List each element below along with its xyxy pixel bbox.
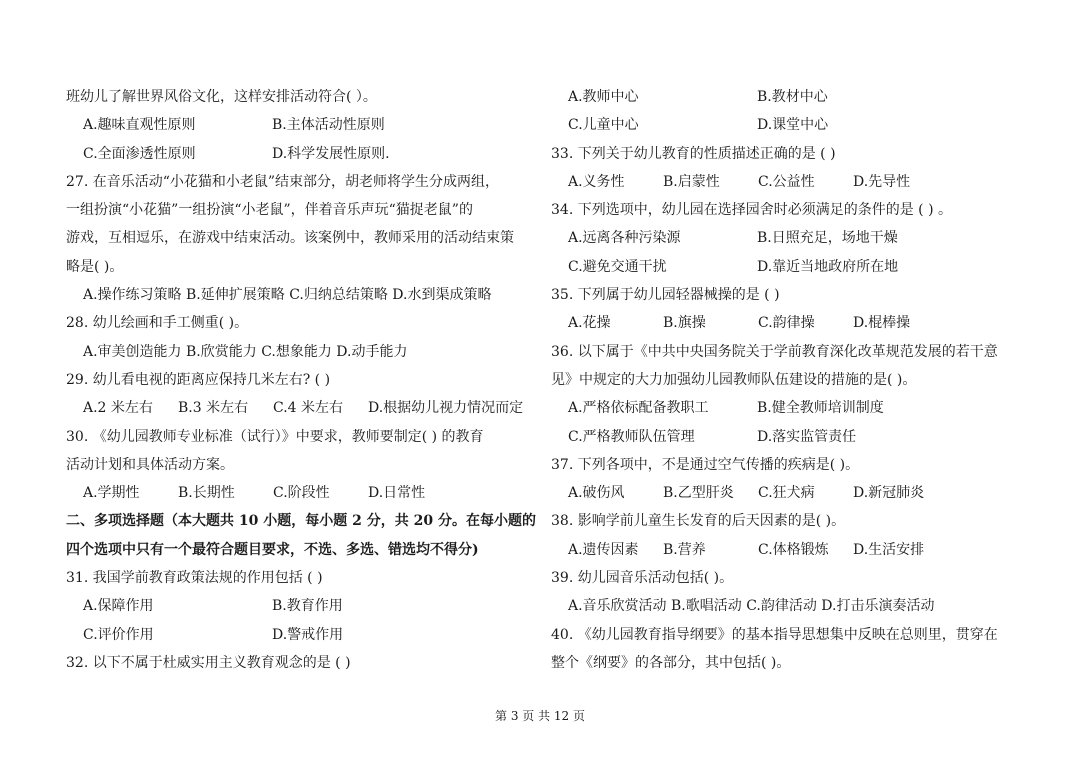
option-row bbox=[66, 394, 536, 422]
option-row bbox=[66, 592, 536, 620]
option-row bbox=[551, 423, 1021, 451]
question-line: 30. 《幼儿园教师专业标准（试行）》中要求，教师要制定( ) 的教育 bbox=[66, 428, 484, 445]
question-line: 略是( )。 bbox=[66, 258, 124, 275]
question-line: 27. 在音乐活动“小花猫和小老鼠”结束部分，胡老师将学生分成两组， bbox=[66, 173, 500, 190]
answer-option: B.教育作用 bbox=[272, 598, 343, 615]
answer-option: A.趣味直观性原则 bbox=[83, 117, 196, 134]
answer-option: B.旗操 bbox=[663, 315, 706, 332]
option-row bbox=[66, 621, 536, 649]
answer-option: D.先导性 bbox=[853, 173, 911, 190]
answer-option: B.启蒙性 bbox=[663, 173, 720, 190]
answer-option: B.乙型肝炎 bbox=[663, 485, 734, 502]
option-row bbox=[551, 83, 1021, 111]
answer-option: A.2 米左右 bbox=[83, 400, 153, 417]
option-row bbox=[66, 479, 536, 507]
answer-option: C.严格教师队伍管理 bbox=[568, 428, 695, 445]
answer-option: C.评价作用 bbox=[83, 626, 154, 643]
question-line: 35. 下列属于幼儿园轻器械操的是 ( ) bbox=[551, 287, 780, 304]
answer-option: D.警戒作用 bbox=[272, 626, 344, 643]
section-heading-line: 四个选项中只有一个最符合题目要求，不选、多选、错选均不得分) bbox=[66, 541, 479, 558]
answer-option: A.遗传因素 bbox=[568, 541, 639, 558]
question-line: 28. 幼儿绘画和手工侧重( )。 bbox=[66, 315, 249, 332]
answer-option: D.新冠肺炎 bbox=[853, 485, 925, 502]
option-row bbox=[551, 253, 1021, 281]
answer-option: A.保障作用 bbox=[83, 598, 154, 615]
answer-option: B.日照充足，场地干燥 bbox=[757, 230, 898, 247]
answer-option: C.儿童中心 bbox=[568, 117, 639, 134]
answer-option: A.花操 bbox=[568, 315, 611, 332]
answer-option: B.健全教师培训制度 bbox=[757, 400, 884, 417]
option-row bbox=[551, 224, 1021, 252]
answer-option: B.营养 bbox=[663, 541, 706, 558]
answer-option: D.落实监管责任 bbox=[757, 428, 857, 445]
answer-option: A.义务性 bbox=[568, 173, 625, 190]
option-row bbox=[551, 168, 1021, 196]
answer-option: A.学期性 bbox=[83, 485, 140, 502]
answer-option: A.远离各种污染源 bbox=[568, 230, 681, 247]
question-line: 33. 下列关于幼儿教育的性质描述正确的是 ( ) bbox=[551, 145, 836, 162]
question-line: 37. 下列各项中，不是通过空气传播的疾病是( )。 bbox=[551, 456, 860, 473]
question-line: 36. 以下属于《中共中央国务院关于学前教育深化改革规范发展的若干意 bbox=[551, 343, 998, 360]
question-line: A.操作练习策略 B.延伸扩展策略 C.归纳总结策略 D.水到渠成策略 bbox=[83, 287, 492, 304]
option-row bbox=[551, 394, 1021, 422]
answer-option: D.科学发展性原则. bbox=[272, 145, 390, 162]
answer-option: C.全面渗透性原则 bbox=[83, 145, 196, 162]
answer-option: A.严格依标配备教职工 bbox=[568, 400, 709, 417]
question-line: 游戏，互相逗乐，在游戏中结束活动。该案例中，教师采用的活动结束策 bbox=[66, 230, 514, 247]
question-line: 整个《纲要》的各部分，其中包括( )。 bbox=[551, 654, 791, 671]
answer-option: C.体格锻炼 bbox=[758, 541, 829, 558]
question-line: 31. 我国学前教育政策法规的作用包括 ( ) bbox=[66, 570, 323, 587]
answer-option: C.4 米左右 bbox=[273, 400, 344, 417]
answer-option: C.阶段性 bbox=[273, 485, 330, 502]
answer-option: B.教材中心 bbox=[757, 89, 828, 105]
option-row bbox=[551, 536, 1021, 564]
answer-option: B.主体活动性原则 bbox=[272, 117, 385, 134]
answer-option: D.日常性 bbox=[368, 485, 426, 502]
question-line: 40. 《幼儿园教育指导纲要》的基本指导思想集中反映在总则里，贯穿在 bbox=[551, 626, 998, 643]
question-line: 34. 下列选项中，幼儿园在选择园舍时必须满足的条件的是 ( ) 。 bbox=[551, 202, 952, 219]
question-line: A.审美创造能力 B.欣赏能力 C.想象能力 D.动手能力 bbox=[83, 343, 408, 360]
answer-option: B.3 米左右 bbox=[178, 400, 249, 417]
question-line: 一组扮演“小花猫”一组扮演“小老鼠”，伴着音乐声玩“猫捉老鼠”的 bbox=[66, 202, 473, 219]
answer-option: A.破伤风 bbox=[568, 485, 625, 502]
answer-option: A.教师中心 bbox=[568, 89, 639, 105]
question-line: 活动计划和具体活动方案。 bbox=[66, 456, 234, 473]
left-column bbox=[66, 83, 536, 677]
right-column bbox=[551, 83, 1021, 677]
option-row bbox=[66, 111, 536, 139]
question-line: 39. 幼儿园音乐活动包括( )。 bbox=[551, 570, 734, 587]
answer-option: D.靠近当地政府所在地 bbox=[757, 258, 899, 275]
answer-option: C.韵律操 bbox=[758, 315, 815, 332]
question-line: 32. 以下不属于杜威实用主义教育观念的是 ( ) bbox=[66, 654, 351, 671]
option-row bbox=[551, 479, 1021, 507]
answer-option: D.棍棒操 bbox=[853, 315, 911, 332]
answer-option: C.避免交通干扰 bbox=[568, 258, 667, 275]
answer-option: C.狂犬病 bbox=[758, 485, 815, 502]
answer-option: C.公益性 bbox=[758, 173, 815, 190]
question-line: 班幼儿了解世界风俗文化，这样安排活动符合( ）。 bbox=[66, 89, 377, 105]
answer-option: D.课堂中心 bbox=[757, 117, 829, 134]
option-row bbox=[551, 111, 1021, 139]
question-line: 见》中规定的大力加强幼儿园教师队伍建设的措施的是( )。 bbox=[551, 371, 917, 388]
section-heading-line: 二、多项选择题（本大题共 10 小题，每小题 2 分，共 20 分。在每小题的 bbox=[66, 513, 536, 530]
answer-option: D.根据幼儿视力情况而定 bbox=[368, 400, 524, 417]
page-footer: 第 3 页 共 12 页 bbox=[495, 709, 585, 723]
answer-option: D.生活安排 bbox=[853, 541, 925, 558]
question-line: 38. 影响学前儿童生长发育的后天因素的是( )。 bbox=[551, 513, 846, 530]
question-line: A.音乐欣赏活动 B.歌唱活动 C.韵律活动 D.打击乐演奏活动 bbox=[568, 598, 935, 615]
answer-option: B.长期性 bbox=[178, 485, 235, 502]
question-line: 29. 幼儿看电视的距离应保持几米左右? ( ) bbox=[66, 371, 331, 388]
option-row bbox=[551, 309, 1021, 337]
option-row bbox=[66, 140, 536, 168]
